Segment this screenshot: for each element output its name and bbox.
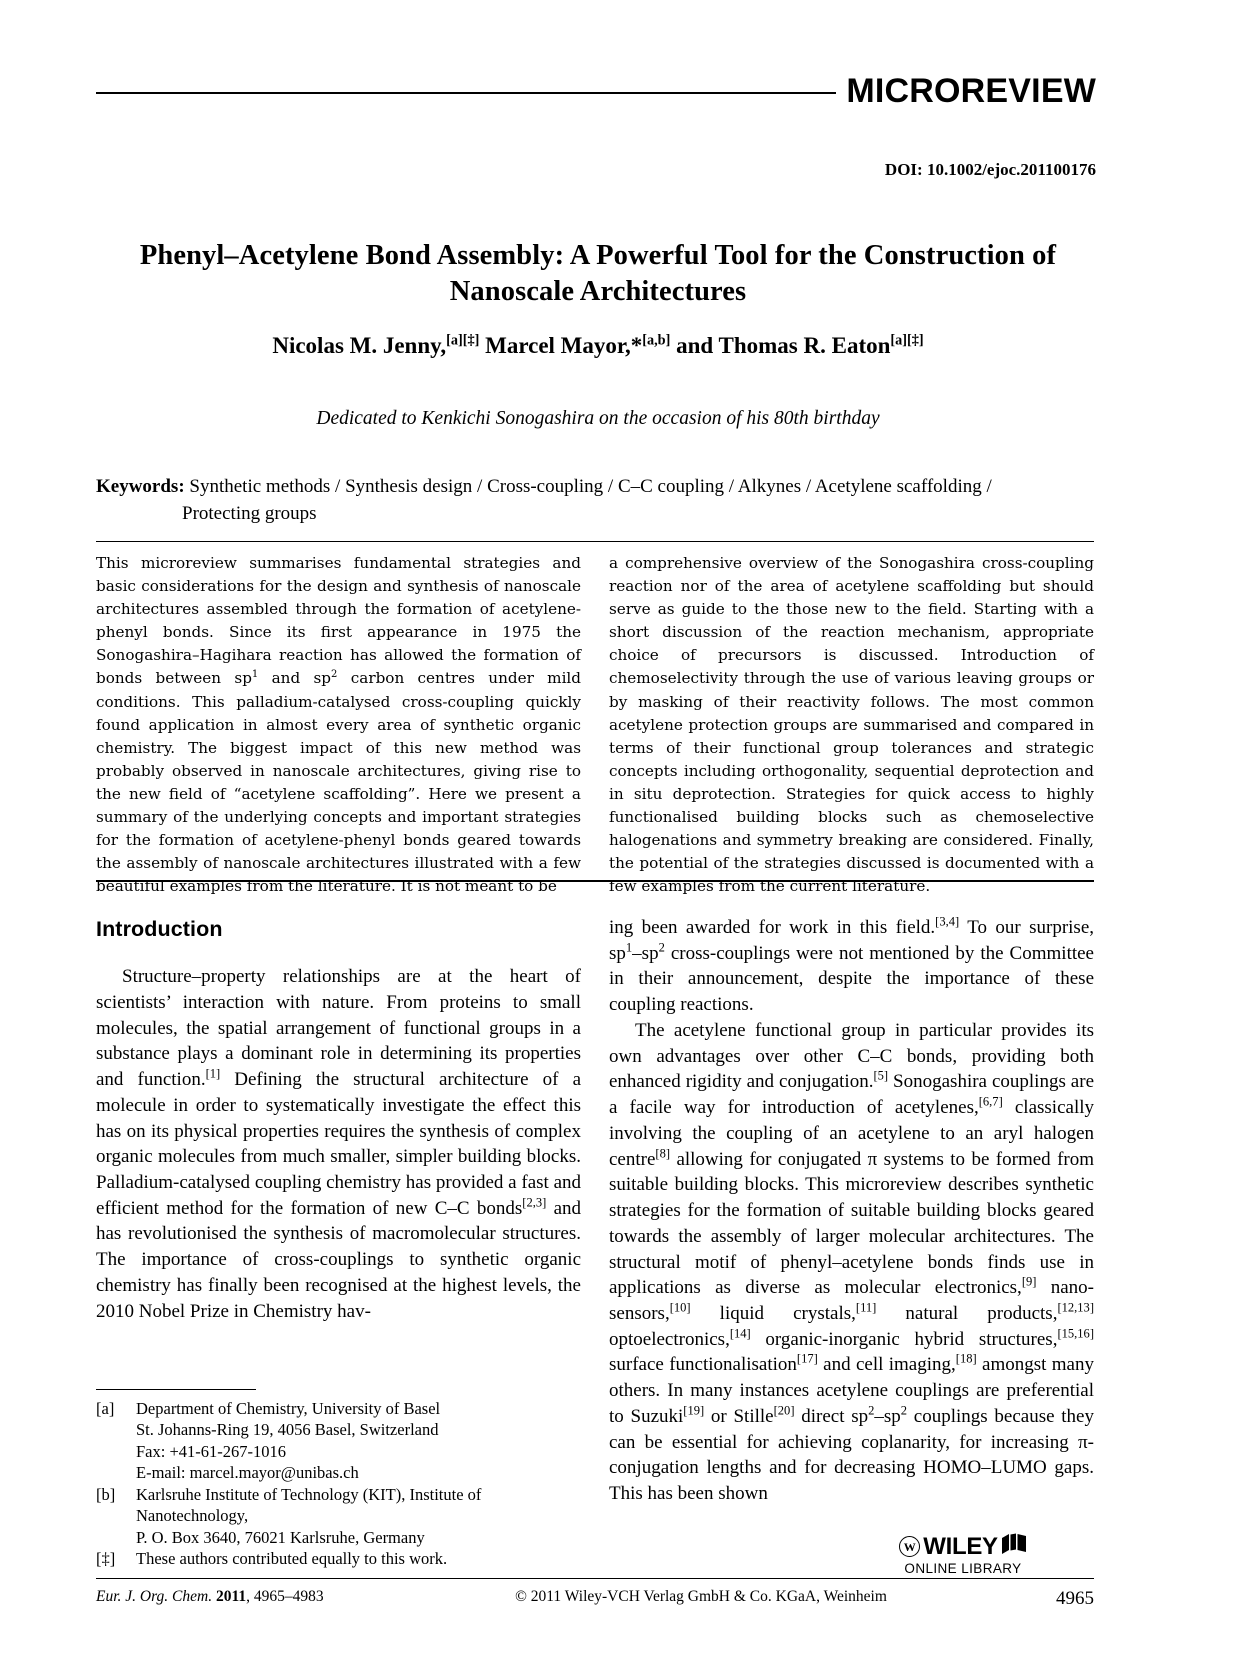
intro-paragraph-left: Structure–property relationships are at the heart of scientists’ interaction with nature. From proteins to small molecules, the spatial arrangement of functional groups in a substance plays a dominant role in determining its properties and function.[1] Defining the structural architecture of a molecule in order to systematically investigate the effect this has on its physical properties requires the synthesis of complex organic molecules from much smaller, simpler building blocks. Palladium-catalysed coupling chemistry has provided a fast and efficient method for the formation of new C–C bonds[2,3] and has revolutionised the synthesis of macromolecular structures. The importance of cross-couplings to synthetic organic chemistry has finally been recognised at the highest levels, the 2010 Nobel Prize in Chemistry hav-: [96, 966, 582, 1322]
wiley-online-library-logo[interactable]: [888, 1533, 1038, 1576]
books-icon: [1001, 1533, 1027, 1560]
footnote-item: [96, 1398, 581, 1484]
keywords-label: Keywords:: [96, 476, 185, 497]
footnote-line: Karlsruhe Institute of Technology (KIT), Institute of: [136, 1484, 482, 1504]
footnote-marker: [b]: [96, 1484, 116, 1504]
abstract-column-right: a comprehensive overview of the Sonogashira cross-coupling reaction nor of the area of acetylene scaffolding but should serve as guide to the those new to the field. Starting with a short discussion of the reaction mechanism, appropriate choice of precursors is discussed. Introduction of chemoselectivity through the use of various leaving groups or by masking of their reactivity follows. The most common acetylene protection groups are summarised and compared in terms of their functional group tolerances and strategic concepts including orthogonality, sequential deprotection and in situ deprotection. Strategies for quick access to highly functionalised building blocks such as chemoselective halogenations and symmetry breaking are considered. Finally, the potential of the strategies discussed is documented with a few examples from the current literature.: [609, 554, 1094, 896]
footnote-text: [136, 1398, 581, 1484]
page-footer: [96, 1588, 1094, 1610]
footnote-line: P. O. Box 3640, 76021 Karlsruhe, Germany: [136, 1527, 425, 1547]
page-number: 4965: [1056, 1588, 1094, 1609]
journal-citation: [96, 1588, 396, 1606]
intro-paragraph-right-2: The acetylene functional group in particular provides its own advantages over other C–C bonds, providing both enhanced rigidity and conjugation.[5] Sonogashira couplings are a facile way for introduction of acetylenes,[6,7] classically involving the coupling of an acetylene to an aryl halogen centre[8] allowing for conjugated π systems to be formed from suitable building blocks. This microreview describes synthetic strategies for the formation of suitable building blocks geared towards the assembly of larger molecular architectures. The structural motif of phenyl–acetylene bonds finds use in applications as diverse as molecular electronics,[9] nano-sensors,[10] liquid crystals,[11] natural products,[12,13] optoelectronics,[14] organic-inorganic hybrid structures,[15,16] surface functionalisation[17] and cell imaging,[18] amongst many others. In many instances acetylene couplings are preferential to Suzuki[19] or Stille[20] direct $sp^2-sp^2$ couplings because they can be essential for achieving coplanarity, for increasing π-conjugation lengths and for decreasing HOMO–LUMO gaps. This has been shown: [609, 1019, 1095, 1505]
keywords-block: [96, 474, 1094, 528]
footnote-item: [96, 1548, 581, 1569]
footnote-marker: [‡]: [96, 1549, 116, 1569]
article-type-label: MICROREVIEW: [846, 72, 1096, 110]
abstract-bottom-rule: [96, 880, 1094, 882]
dedication-line: Dedicated to Kenkichi Sonogashira on the occasion of his 80th birthday: [316, 408, 880, 429]
footnote-line: E-mail: marcel.mayor@unibas.ch: [136, 1463, 359, 1483]
footnote-text: [136, 1484, 581, 1548]
footnote-item: [96, 1484, 581, 1548]
section-heading-introduction: Introduction: [96, 917, 223, 941]
footnote-text: [136, 1548, 581, 1569]
footnote-line: Department of Chemistry, University of Basel: [136, 1399, 441, 1418]
header-rule: [96, 92, 836, 94]
copyright-line: © 2011 Wiley-VCH Verlag GmbH & Co. KGaA, Weinheim: [515, 1588, 887, 1605]
abstract-column-left: This microreview summarises fundamental strategies and basic considerations for the design and synthesis of nanoscale architectures assembled through the formation of acetylene-phenyl bonds. Since its first appearance in 1975 the Sonogashira–Hagihara reaction has allowed the formation of bonds between $sp^1$ and $sp^2$ carbon centres under mild conditions. This palladium-catalysed cross-coupling quickly found application in almost every area of synthetic organic chemistry. The biggest impact of this new method was probably observed in nanoscale architectures, giving rise to the new field of “acetylene scaffolding”. Here we present a summary of the underlying concepts and important strategies for the formation of acetylene-phenyl bonds geared towards the assembly of nanoscale architectures illustrated with a few beautiful examples from the literature. It is not meant to be: [96, 554, 582, 896]
footnote-list: [96, 1398, 581, 1570]
journal-year: 2011: [215, 1588, 247, 1605]
footnote-line: Nanotechnology,: [136, 1506, 249, 1526]
footnote-line: St. Johanns-Ring 19, 4056 Basel, Switzerland: [136, 1420, 439, 1440]
abstract-top-rule: [96, 541, 1094, 542]
wiley-roundel-icon: [899, 1536, 920, 1557]
keywords-line-2: Protecting groups: [182, 502, 317, 524]
journal-name: Eur. J. Org. Chem.: [96, 1588, 213, 1605]
affiliation-footnotes: [96, 1389, 581, 1570]
footnote-line: Fax: +41-61-267-1016: [136, 1441, 286, 1461]
keywords-line-1: Synthetic methods / Synthesis design / Cross-coupling / C–C coupling / Alkynes / Acetylene scaffolding /: [189, 476, 992, 497]
page-title: Phenyl–Acetylene Bond Assembly: A Powerful Tool for the Construction of Nanoscale Architectures: [139, 240, 1057, 308]
page-header: [96, 74, 1096, 108]
doi-text[interactable]: DOI: 10.1002/ejoc.201100176: [884, 160, 1096, 179]
wiley-logo-row: [888, 1533, 1038, 1560]
wiley-sublabel: ONLINE LIBRARY: [904, 1561, 1022, 1576]
abstract-block: [96, 552, 1094, 898]
footnote-rule: [96, 1389, 256, 1390]
journal-pages: , 4965–4983: [246, 1588, 324, 1605]
footer-rule: [96, 1578, 1094, 1579]
intro-paragraph-right-1: ing been awarded for work in this field.[3,4] To our surprise, $sp^1-sp^2$ cross-couplings were not mentioned by the Committee in their announcement, despite the importance of these coupling reactions.: [609, 914, 1094, 1016]
footnote-marker: [a]: [96, 1399, 115, 1418]
body-column-right: [609, 915, 1094, 1507]
wiley-wordmark: WILEY: [923, 1532, 998, 1560]
author-list: Nicolas M. Jenny,[a][‡] Marcel Mayor,*[a,b] and Thomas R. Eaton[a][‡]: [272, 332, 924, 358]
footnote-line: These authors contributed equally to this work.: [136, 1549, 448, 1569]
